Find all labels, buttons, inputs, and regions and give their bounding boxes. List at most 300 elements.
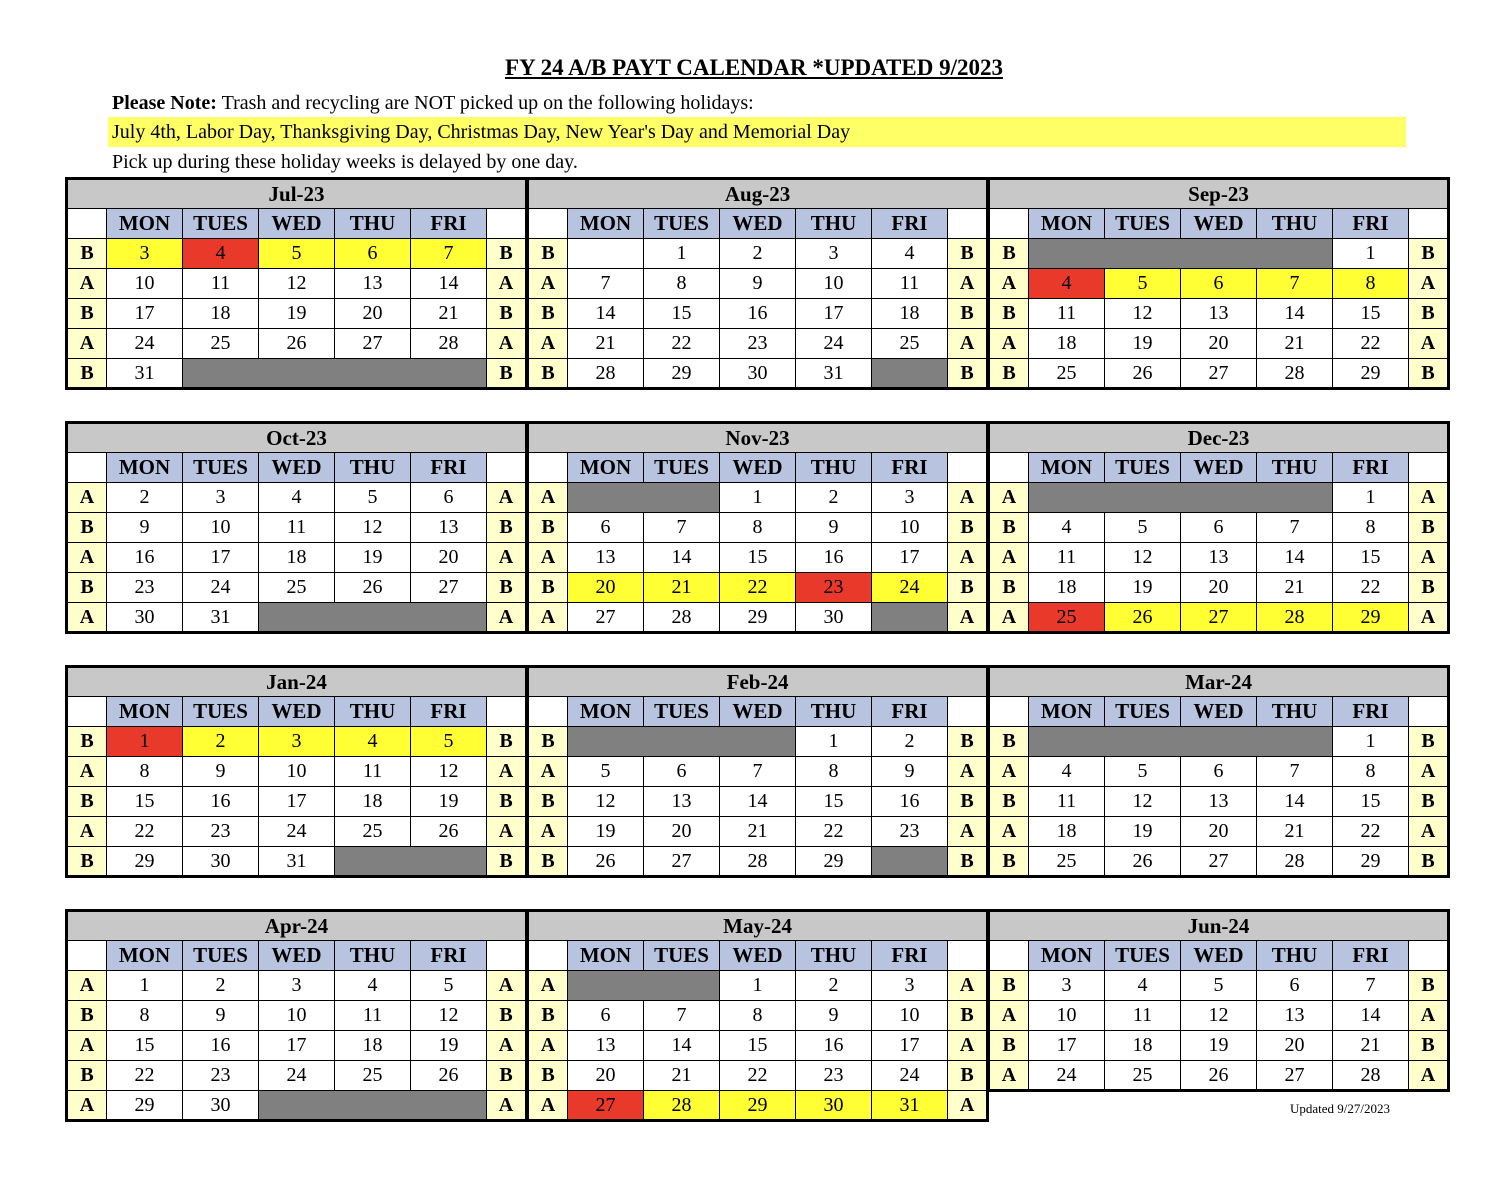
route-label: B xyxy=(67,847,107,877)
day-cell: 16 xyxy=(720,299,796,329)
day-cell: 19 xyxy=(1105,817,1181,847)
week-row xyxy=(528,1061,988,1091)
route-label: A xyxy=(948,1091,988,1121)
day-cell: 11 xyxy=(1029,543,1105,573)
route-label: B xyxy=(948,299,988,329)
weekday-header: TUES xyxy=(183,697,259,727)
day-cell: 24 xyxy=(183,573,259,603)
route-label: A xyxy=(487,329,527,359)
month-header-row xyxy=(67,423,527,453)
day-cell: 7 xyxy=(1333,971,1409,1001)
day-cell: 30 xyxy=(796,603,872,633)
weekday-header: WED xyxy=(259,941,335,971)
week-row xyxy=(989,971,1449,1001)
day-cell: 1 xyxy=(107,727,183,757)
week-row xyxy=(67,727,527,757)
day-cell: 21 xyxy=(411,299,487,329)
weekday-spacer xyxy=(989,209,1029,239)
day-cell: 24 xyxy=(107,329,183,359)
day-cell: 17 xyxy=(796,299,872,329)
day-cell: 1 xyxy=(720,483,796,513)
route-label: A xyxy=(528,603,568,633)
day-cell: 14 xyxy=(644,543,720,573)
week-row xyxy=(67,847,527,877)
day-cell: 15 xyxy=(1333,543,1409,573)
route-label: B xyxy=(948,1001,988,1031)
day-cell: 10 xyxy=(796,269,872,299)
weekday-header: FRI xyxy=(1333,453,1409,483)
day-cell: 2 xyxy=(720,239,796,269)
day-cell: 11 xyxy=(1029,787,1105,817)
day-cell: 5 xyxy=(1105,757,1181,787)
route-label: B xyxy=(948,513,988,543)
empty-day xyxy=(568,727,796,757)
weekday-header: MON xyxy=(568,697,644,727)
route-label: A xyxy=(948,971,988,1001)
month-header-row xyxy=(528,423,988,453)
weekday-header: WED xyxy=(1181,941,1257,971)
month-calendar xyxy=(65,177,528,390)
weekday-header: THU xyxy=(335,697,411,727)
day-cell: 6 xyxy=(411,483,487,513)
weekday-spacer xyxy=(528,453,568,483)
month-calendar xyxy=(526,665,989,878)
day-cell: 12 xyxy=(1105,543,1181,573)
route-label: A xyxy=(1409,543,1449,573)
day-cell: 22 xyxy=(107,817,183,847)
route-label: B xyxy=(989,239,1029,269)
weekday-header: TUES xyxy=(183,453,259,483)
day-cell: 2 xyxy=(183,727,259,757)
route-label: B xyxy=(948,239,988,269)
day-cell: 22 xyxy=(1333,817,1409,847)
route-label: B xyxy=(989,359,1029,389)
day-cell: 15 xyxy=(1333,787,1409,817)
weekday-spacer xyxy=(528,697,568,727)
day-cell: 8 xyxy=(720,513,796,543)
day-cell: 22 xyxy=(1333,329,1409,359)
month-header-row xyxy=(528,911,988,941)
weekday-header: FRI xyxy=(411,453,487,483)
day-cell: 4 xyxy=(335,971,411,1001)
month-name: Aug-23 xyxy=(528,179,988,209)
day-cell: 6 xyxy=(1257,971,1333,1001)
weekday-header: TUES xyxy=(644,697,720,727)
route-label: B xyxy=(948,787,988,817)
day-cell: 3 xyxy=(259,971,335,1001)
month-name: Feb-24 xyxy=(528,667,988,697)
week-row xyxy=(989,817,1449,847)
day-cell: 18 xyxy=(872,299,948,329)
day-cell: 25 xyxy=(872,329,948,359)
week-row xyxy=(67,299,527,329)
weekday-header: MON xyxy=(107,697,183,727)
route-label: B xyxy=(528,1061,568,1091)
week-row xyxy=(67,483,527,513)
day-cell: 12 xyxy=(568,787,644,817)
day-cell: 31 xyxy=(107,359,183,389)
day-cell: 21 xyxy=(1257,329,1333,359)
weekday-header: TUES xyxy=(183,209,259,239)
day-cell: 7 xyxy=(411,239,487,269)
month-name: Jul-23 xyxy=(67,179,527,209)
route-label: B xyxy=(67,727,107,757)
weekday-header-row xyxy=(989,697,1449,727)
route-label: B xyxy=(528,727,568,757)
route-label: A xyxy=(67,817,107,847)
weekday-header-row xyxy=(67,453,527,483)
day-cell: 22 xyxy=(720,573,796,603)
day-cell: 21 xyxy=(1257,573,1333,603)
day-cell: 14 xyxy=(1257,787,1333,817)
day-cell: 22 xyxy=(796,817,872,847)
route-label: A xyxy=(989,269,1029,299)
empty-day xyxy=(568,483,720,513)
weekday-header: TUES xyxy=(1105,697,1181,727)
month-calendar xyxy=(526,421,989,634)
route-label: B xyxy=(487,359,527,389)
week-row xyxy=(989,787,1449,817)
weekday-header: WED xyxy=(1181,453,1257,483)
day-cell: 5 xyxy=(1181,971,1257,1001)
day-cell: 14 xyxy=(1257,299,1333,329)
day-cell: 13 xyxy=(1181,543,1257,573)
week-row xyxy=(67,359,527,389)
weekday-header: THU xyxy=(796,697,872,727)
day-cell: 10 xyxy=(1029,1001,1105,1031)
route-label: B xyxy=(487,1001,527,1031)
day-cell: 15 xyxy=(107,1031,183,1061)
day-cell: 4 xyxy=(1105,971,1181,1001)
route-label: A xyxy=(1409,483,1449,513)
day-cell: 13 xyxy=(1181,299,1257,329)
week-row xyxy=(67,603,527,633)
weekday-header-row xyxy=(528,941,988,971)
month-header-row xyxy=(989,911,1449,941)
day-cell: 6 xyxy=(1181,757,1257,787)
day-cell: 19 xyxy=(1105,573,1181,603)
day-cell: 9 xyxy=(720,269,796,299)
day-cell: 3 xyxy=(259,727,335,757)
day-cell: 19 xyxy=(335,543,411,573)
weekday-header: THU xyxy=(335,941,411,971)
day-cell: 25 xyxy=(259,573,335,603)
route-label: A xyxy=(989,483,1029,513)
day-cell: 29 xyxy=(1333,359,1409,389)
route-label: A xyxy=(1409,817,1449,847)
week-row xyxy=(528,1091,988,1121)
day-cell: 14 xyxy=(720,787,796,817)
day-cell: 16 xyxy=(183,1031,259,1061)
month-header-row xyxy=(528,667,988,697)
route-label: A xyxy=(528,1091,568,1121)
day-cell: 18 xyxy=(335,1031,411,1061)
route-label: B xyxy=(1409,727,1449,757)
day-cell: 24 xyxy=(872,1061,948,1091)
day-cell: 26 xyxy=(1105,847,1181,877)
day-cell: 30 xyxy=(107,603,183,633)
day-cell: 29 xyxy=(644,359,720,389)
day-cell: 13 xyxy=(568,1031,644,1061)
day-cell: 8 xyxy=(107,757,183,787)
week-row xyxy=(67,1091,527,1121)
weekday-header-row xyxy=(528,209,988,239)
weekday-header: TUES xyxy=(1105,453,1181,483)
weekday-header: TUES xyxy=(1105,941,1181,971)
empty-day xyxy=(259,603,487,633)
weekday-header-row xyxy=(67,941,527,971)
week-row xyxy=(528,513,988,543)
weekday-header: MON xyxy=(107,453,183,483)
day-cell: 21 xyxy=(1257,817,1333,847)
day-cell: 11 xyxy=(183,269,259,299)
day-cell: 18 xyxy=(1029,329,1105,359)
month-calendar xyxy=(65,421,528,634)
day-cell: 17 xyxy=(1029,1031,1105,1061)
weekday-spacer xyxy=(989,941,1029,971)
day-cell: 12 xyxy=(1181,1001,1257,1031)
weekday-header: FRI xyxy=(872,453,948,483)
day-cell: 15 xyxy=(720,1031,796,1061)
day-cell: 21 xyxy=(720,817,796,847)
route-label: A xyxy=(989,817,1029,847)
weekday-header: THU xyxy=(1257,453,1333,483)
day-cell: 19 xyxy=(1105,329,1181,359)
route-label: B xyxy=(487,847,527,877)
day-cell: 20 xyxy=(335,299,411,329)
route-label: A xyxy=(1409,1061,1449,1091)
day-cell: 20 xyxy=(411,543,487,573)
day-cell: 29 xyxy=(720,1091,796,1121)
route-label: B xyxy=(67,573,107,603)
weekday-header: TUES xyxy=(644,453,720,483)
weekday-spacer xyxy=(1409,941,1449,971)
weekday-header: FRI xyxy=(872,209,948,239)
day-cell: 24 xyxy=(259,1061,335,1091)
route-label: A xyxy=(487,603,527,633)
day-cell: 18 xyxy=(1029,817,1105,847)
weekday-header: THU xyxy=(1257,697,1333,727)
weekday-header: MON xyxy=(1029,941,1105,971)
weekday-header: FRI xyxy=(1333,941,1409,971)
route-label: A xyxy=(948,329,988,359)
week-row xyxy=(528,1031,988,1061)
route-label: A xyxy=(989,603,1029,633)
day-cell: 6 xyxy=(568,1001,644,1031)
day-cell: 23 xyxy=(183,817,259,847)
route-label: A xyxy=(948,603,988,633)
week-row xyxy=(989,757,1449,787)
weekday-header: TUES xyxy=(183,941,259,971)
day-cell: 24 xyxy=(1029,1061,1105,1091)
route-label: A xyxy=(948,757,988,787)
day-cell: 12 xyxy=(1105,299,1181,329)
day-cell: 22 xyxy=(1333,573,1409,603)
route-label: A xyxy=(67,483,107,513)
month-name: May-24 xyxy=(528,911,988,941)
route-label: B xyxy=(487,239,527,269)
day-cell: 11 xyxy=(335,1001,411,1031)
route-label: B xyxy=(989,573,1029,603)
route-label: B xyxy=(948,1061,988,1091)
day-cell: 18 xyxy=(1029,573,1105,603)
route-label: A xyxy=(528,269,568,299)
month-header-row xyxy=(989,179,1449,209)
day-cell: 17 xyxy=(107,299,183,329)
day-cell: 1 xyxy=(107,971,183,1001)
day-cell: 14 xyxy=(411,269,487,299)
day-cell: 18 xyxy=(183,299,259,329)
weekday-header: WED xyxy=(259,453,335,483)
weekday-spacer xyxy=(67,209,107,239)
day-cell: 2 xyxy=(796,483,872,513)
route-label: B xyxy=(1409,1031,1449,1061)
day-cell: 23 xyxy=(107,573,183,603)
route-label: A xyxy=(528,817,568,847)
day-cell: 31 xyxy=(872,1091,948,1121)
route-label: B xyxy=(528,1001,568,1031)
weekday-header: FRI xyxy=(1333,209,1409,239)
route-label: B xyxy=(948,359,988,389)
weekday-spacer xyxy=(1409,209,1449,239)
week-row xyxy=(67,757,527,787)
route-label: B xyxy=(989,1031,1029,1061)
week-row xyxy=(989,239,1449,269)
week-row xyxy=(989,483,1449,513)
holiday-note xyxy=(108,88,1406,118)
day-cell: 5 xyxy=(335,483,411,513)
weekday-header: TUES xyxy=(1105,209,1181,239)
empty-day xyxy=(183,359,487,389)
route-label: B xyxy=(67,513,107,543)
weekday-header-row xyxy=(67,209,527,239)
day-cell: 3 xyxy=(183,483,259,513)
day-cell: 15 xyxy=(720,543,796,573)
route-label: A xyxy=(528,971,568,1001)
week-row xyxy=(67,971,527,1001)
day-cell xyxy=(568,239,644,269)
weekday-header: FRI xyxy=(872,941,948,971)
day-cell: 15 xyxy=(1333,299,1409,329)
day-cell: 12 xyxy=(259,269,335,299)
route-label: A xyxy=(948,1031,988,1061)
weekday-header: WED xyxy=(720,209,796,239)
month-calendar xyxy=(526,177,989,390)
day-cell: 11 xyxy=(1029,299,1105,329)
day-cell: 4 xyxy=(1029,757,1105,787)
month-calendar xyxy=(65,665,528,878)
month-header-row xyxy=(989,667,1449,697)
day-cell: 3 xyxy=(1029,971,1105,1001)
day-cell: 8 xyxy=(1333,513,1409,543)
weekday-header-row xyxy=(989,453,1449,483)
route-label: B xyxy=(528,573,568,603)
route-label: A xyxy=(67,329,107,359)
day-cell: 13 xyxy=(568,543,644,573)
week-row xyxy=(528,269,988,299)
day-cell: 18 xyxy=(1105,1031,1181,1061)
day-cell: 21 xyxy=(568,329,644,359)
day-cell: 13 xyxy=(1181,787,1257,817)
week-row xyxy=(528,329,988,359)
day-cell: 6 xyxy=(1181,269,1257,299)
route-label: B xyxy=(989,513,1029,543)
day-cell: 26 xyxy=(411,1061,487,1091)
day-cell: 11 xyxy=(335,757,411,787)
day-cell: 29 xyxy=(720,603,796,633)
day-cell: 25 xyxy=(1029,847,1105,877)
weekday-spacer xyxy=(528,941,568,971)
day-cell: 24 xyxy=(259,817,335,847)
day-cell: 10 xyxy=(259,757,335,787)
week-row xyxy=(989,269,1449,299)
week-row xyxy=(67,239,527,269)
day-cell: 28 xyxy=(1257,847,1333,877)
day-cell: 13 xyxy=(335,269,411,299)
day-cell: 28 xyxy=(644,1091,720,1121)
week-row xyxy=(989,543,1449,573)
day-cell: 13 xyxy=(644,787,720,817)
month-calendar xyxy=(987,177,1450,390)
weekday-header: TUES xyxy=(644,209,720,239)
route-label: B xyxy=(528,239,568,269)
day-cell: 28 xyxy=(720,847,796,877)
day-cell: 20 xyxy=(1181,817,1257,847)
day-cell: 26 xyxy=(1181,1061,1257,1091)
day-cell: 31 xyxy=(796,359,872,389)
month-header-row xyxy=(528,179,988,209)
route-label: B xyxy=(1409,359,1449,389)
day-cell: 10 xyxy=(259,1001,335,1031)
route-label: A xyxy=(67,1091,107,1121)
weekday-header: THU xyxy=(1257,941,1333,971)
day-cell: 12 xyxy=(1105,787,1181,817)
weekday-header: FRI xyxy=(411,697,487,727)
route-label: A xyxy=(1409,1001,1449,1031)
route-label: A xyxy=(67,757,107,787)
weekday-header: THU xyxy=(335,209,411,239)
weekday-spacer xyxy=(487,453,527,483)
route-label: A xyxy=(528,329,568,359)
day-cell: 28 xyxy=(411,329,487,359)
month-name: Apr-24 xyxy=(67,911,527,941)
day-cell: 20 xyxy=(568,573,644,603)
month-name: Nov-23 xyxy=(528,423,988,453)
day-cell: 25 xyxy=(335,817,411,847)
weekday-spacer xyxy=(528,209,568,239)
day-cell: 29 xyxy=(1333,847,1409,877)
weekday-header-row xyxy=(67,697,527,727)
day-cell: 28 xyxy=(1257,603,1333,633)
week-row xyxy=(989,603,1449,633)
weekday-header: MON xyxy=(568,941,644,971)
day-cell: 8 xyxy=(1333,269,1409,299)
day-cell: 9 xyxy=(183,757,259,787)
weekday-header: FRI xyxy=(411,941,487,971)
month-name: Mar-24 xyxy=(989,667,1449,697)
weekday-header: WED xyxy=(1181,697,1257,727)
day-cell: 22 xyxy=(720,1061,796,1091)
day-cell: 17 xyxy=(183,543,259,573)
route-label: B xyxy=(1409,971,1449,1001)
route-label: A xyxy=(67,1031,107,1061)
day-cell: 30 xyxy=(183,847,259,877)
weekday-header: WED xyxy=(720,697,796,727)
weekday-header: MON xyxy=(568,453,644,483)
route-label: B xyxy=(528,847,568,877)
day-cell: 1 xyxy=(644,239,720,269)
day-cell: 3 xyxy=(872,483,948,513)
